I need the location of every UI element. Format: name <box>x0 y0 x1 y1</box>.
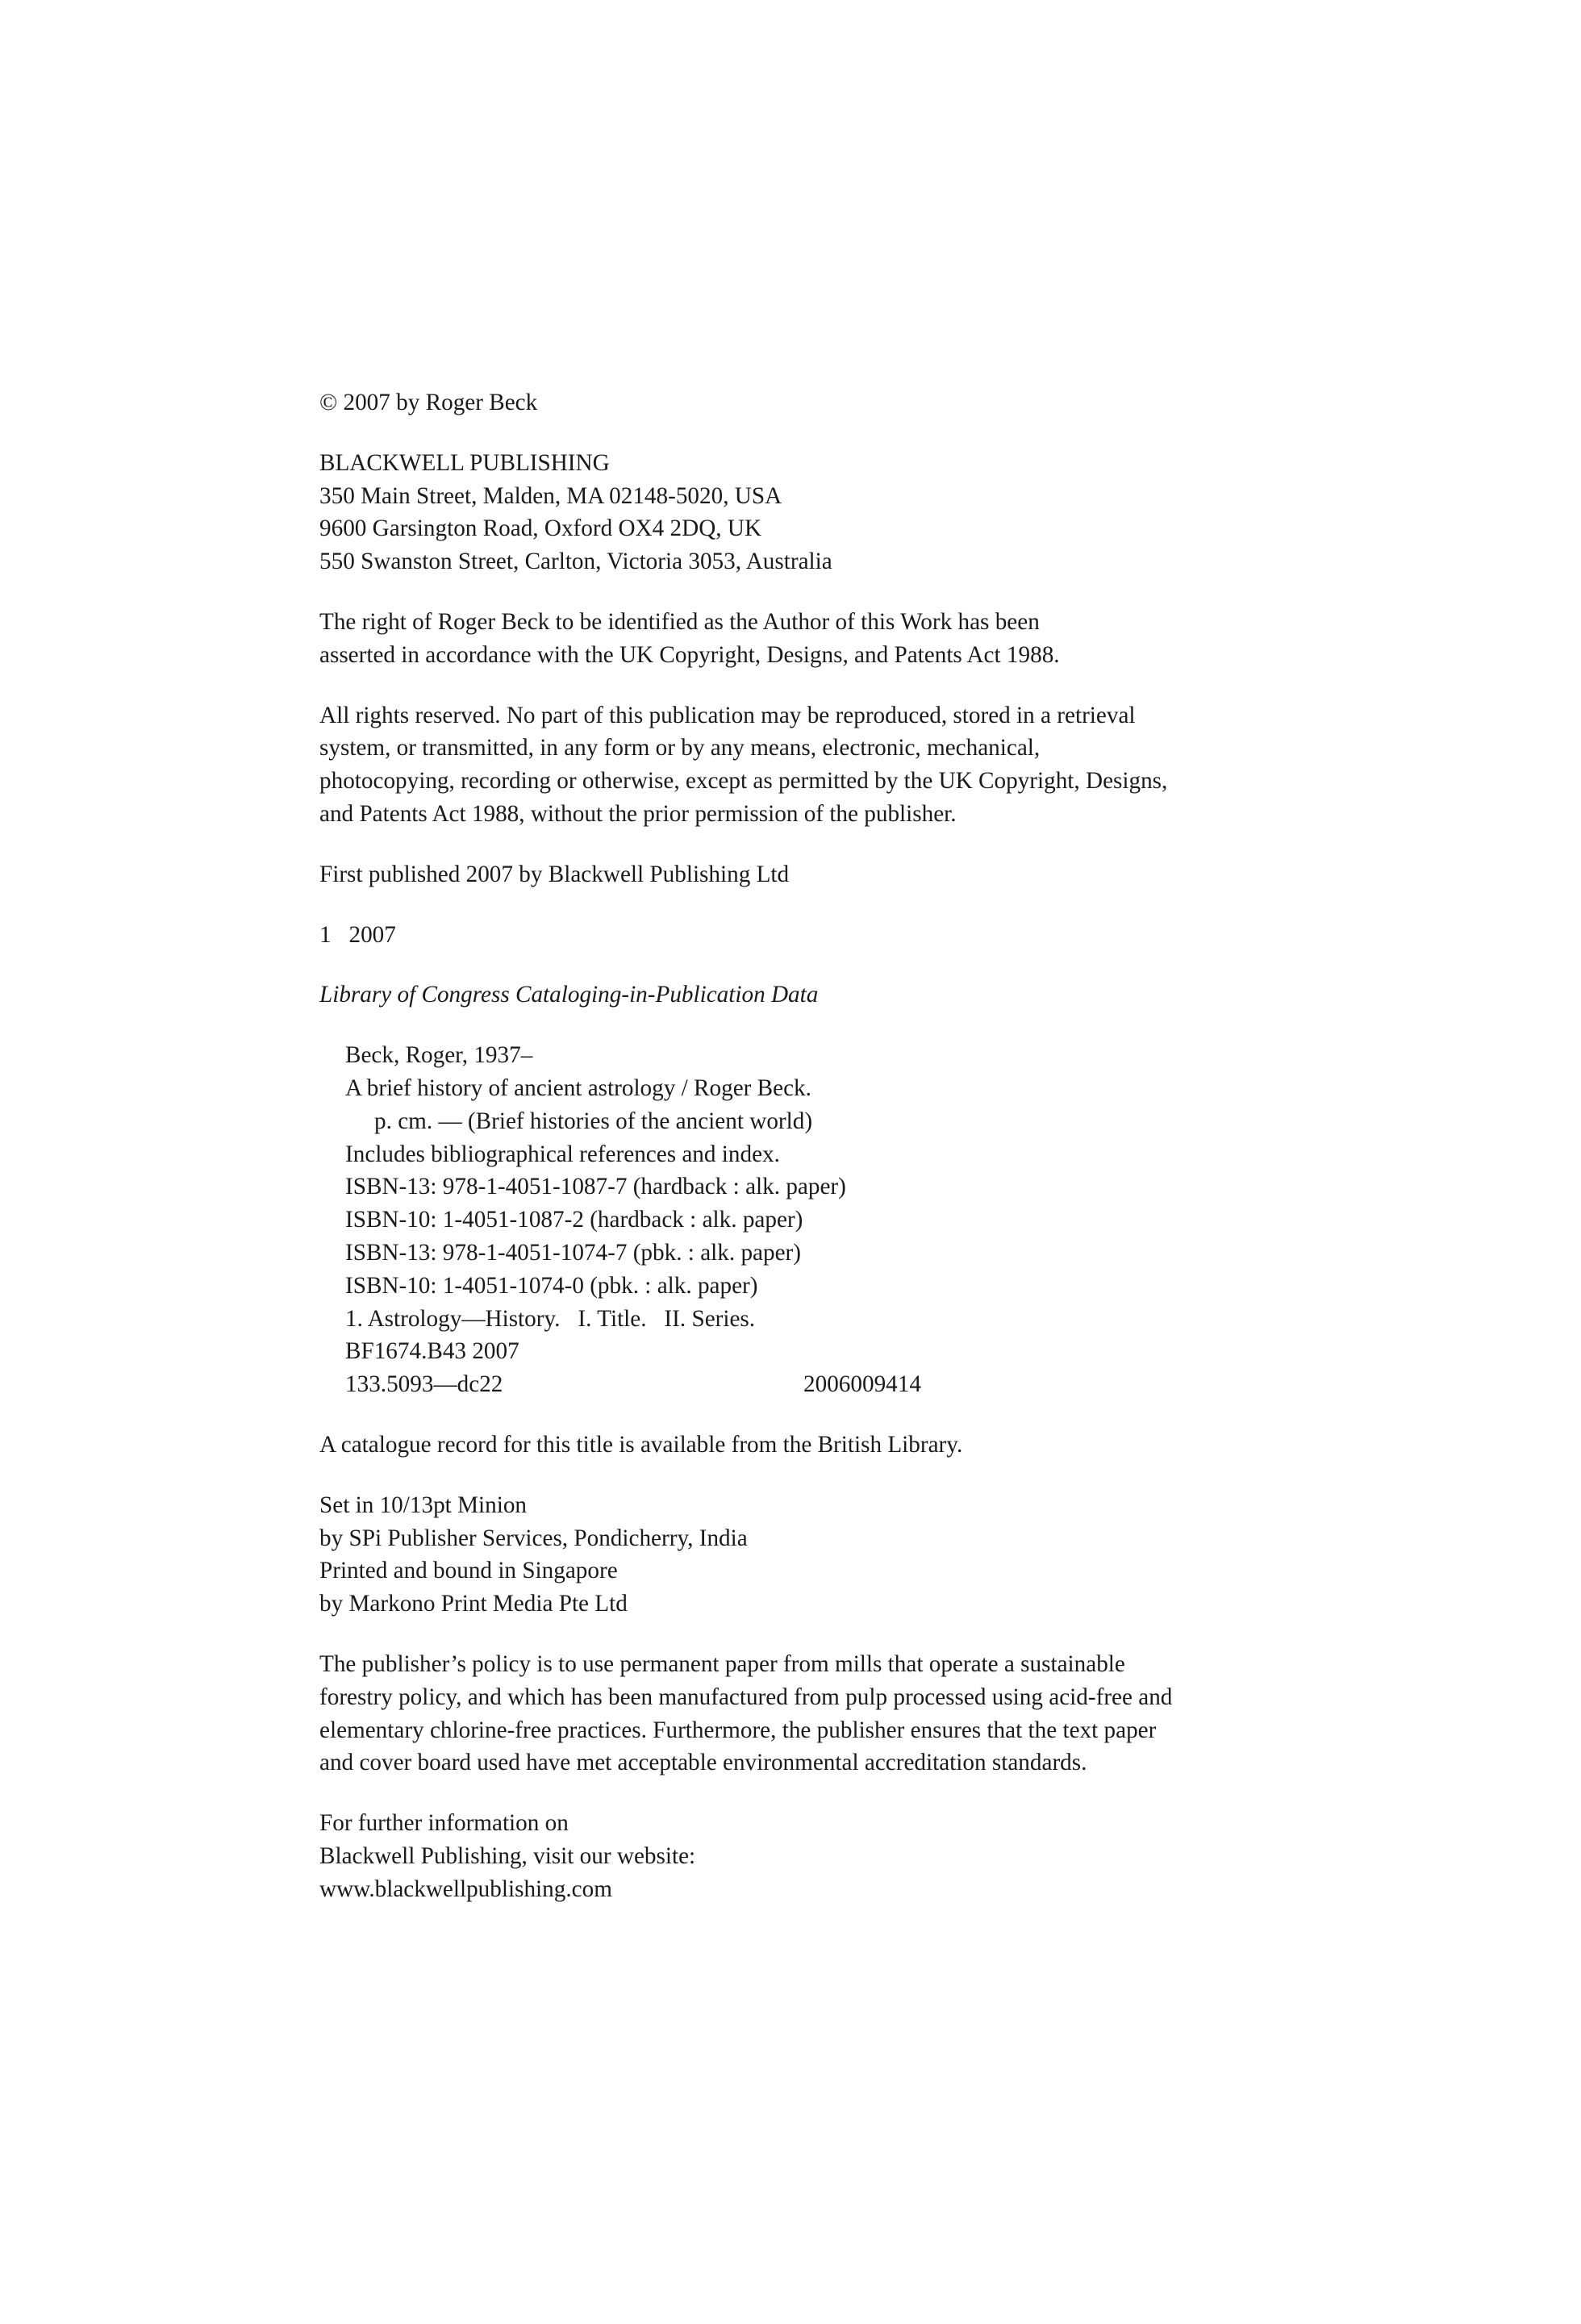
paper-policy-line: The publisher’s policy is to use permanent paper from mills that operate a sustainable <box>319 1650 1125 1677</box>
rights-line: system, or transmitted, in any form or by any means, electronic, mechanical, <box>319 735 1041 761</box>
paper-policy-paragraph <box>319 1648 1295 1780</box>
typesetting-line: Printed and bound in Singapore <box>319 1558 618 1584</box>
publisher-address-us: 350 Main Street, Malden, MA 02148-5020, USA <box>319 482 782 509</box>
publisher-address-uk: 9600 Garsington Road, Oxford OX4 2DQ, UK <box>319 515 762 542</box>
moral-right-line: The right of Roger Beck to be identified as the Author of this Work has been <box>319 608 1040 635</box>
printing-line: 1 2007 <box>319 921 396 948</box>
cip-author: Beck, Roger, 1937– <box>345 1042 533 1069</box>
rights-line: photocopying, recording or otherwise, except as permitted by the UK Copyright, Designs, <box>319 768 1168 795</box>
typesetting-line: by Markono Print Media Pte Ltd <box>319 1591 628 1617</box>
cip-subjects: 1. Astrology—History. I. Title. II. Series. <box>345 1305 756 1332</box>
copyright-notice <box>319 386 1295 419</box>
cip-isbn: ISBN-13: 978-1-4051-1074-7 (pbk. : alk. paper) <box>345 1239 801 1266</box>
publisher-name: BLACKWELL PUBLISHING <box>319 449 610 476</box>
publisher-block <box>319 447 1295 578</box>
rights-reserved-paragraph <box>319 699 1295 831</box>
rights-line: and Patents Act 1988, without the prior permission of the publisher. <box>319 800 957 827</box>
cip-series: p. cm. — (Brief histories of the ancient world) <box>374 1108 813 1134</box>
paper-policy-line: elementary chlorine-free practices. Furthermore, the publisher ensures that the text paper <box>319 1717 1157 1743</box>
cip-record <box>319 1039 1295 1401</box>
cip-dewey: 133.5093—dc22 <box>345 1371 503 1398</box>
rights-line: All rights reserved. No part of this publication may be reproduced, stored in a retrieval <box>319 702 1136 728</box>
paper-policy-line: and cover board used have met acceptable environmental accreditation standards. <box>319 1750 1087 1776</box>
first-published-line: First published 2007 by Blackwell Publishing Ltd <box>319 861 790 887</box>
copyright-line: © 2007 by Roger Beck <box>319 390 538 415</box>
british-library-line: A catalogue record for this title is available from the British Library. <box>319 1431 963 1458</box>
further-info-line: For further information on <box>319 1810 569 1837</box>
cip-isbn: ISBN-13: 978-1-4051-1087-7 (hardback : alk. paper) <box>345 1174 846 1200</box>
cip-heading-paragraph <box>319 978 1295 1012</box>
typesetting-line: Set in 10/13pt Minion <box>319 1492 528 1518</box>
website-url: www.blackwellpublishing.com <box>319 1875 612 1902</box>
further-info-line: Blackwell Publishing, visit our website: <box>319 1842 696 1869</box>
cip-lc-class: BF1674.B43 2007 <box>345 1338 519 1365</box>
imprint-text-block <box>319 386 1295 1933</box>
british-library-paragraph <box>319 1429 1295 1462</box>
typesetting-line: by SPi Publisher Services, Pondicherry, India <box>319 1525 748 1551</box>
cip-isbn: ISBN-10: 1-4051-1087-2 (hardback : alk. paper) <box>345 1207 803 1233</box>
cip-lccn: 2006009414 <box>803 1371 921 1398</box>
first-published-paragraph <box>319 858 1295 891</box>
moral-right-paragraph <box>319 606 1295 672</box>
cip-isbn: ISBN-10: 1-4051-1074-0 (pbk. : alk. paper) <box>345 1272 758 1299</box>
printing-line-paragraph <box>319 919 1295 952</box>
typesetting-paragraph <box>319 1489 1295 1621</box>
cip-heading: Library of Congress Cataloging-in-Publication Data <box>319 982 819 1008</box>
moral-right-line: asserted in accordance with the UK Copyright, Designs, and Patents Act 1988. <box>319 641 1060 668</box>
cip-title: A brief history of ancient astrology / Roger Beck. <box>345 1074 811 1101</box>
publisher-address-au: 550 Swanston Street, Carlton, Victoria 3053, Australia <box>319 549 832 575</box>
cip-classification-row <box>345 1368 1295 1401</box>
further-info-paragraph <box>319 1807 1295 1905</box>
paper-policy-line: forestry policy, and which has been manufactured from pulp processed using acid-free and <box>319 1684 1173 1710</box>
cip-notes: Includes bibliographical references and index. <box>345 1141 780 1167</box>
